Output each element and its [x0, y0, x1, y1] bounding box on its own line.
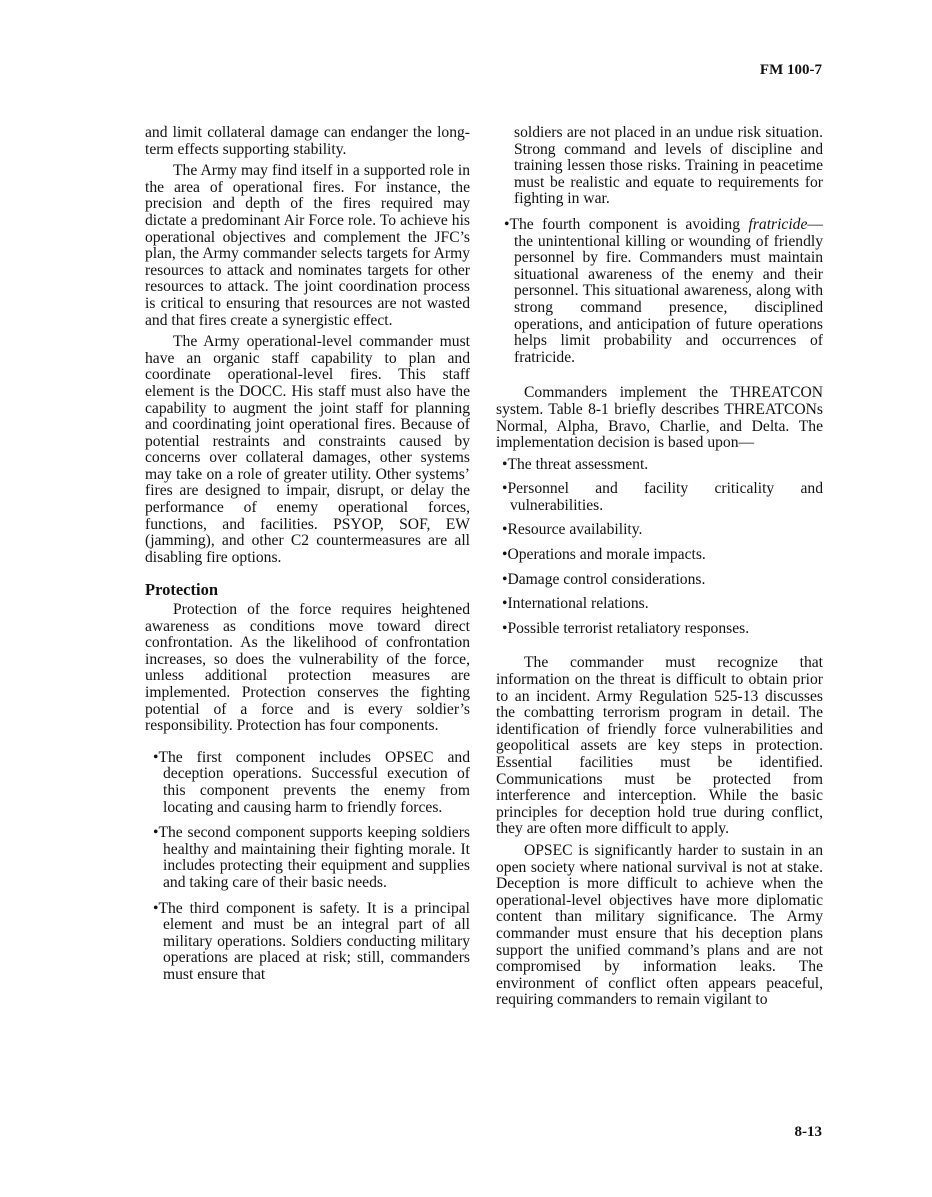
paragraph-opsec: OPSEC is significantly harder to sustain in an open society where national survival is not at stake. Deception is more difficult to achieve when the operational-level objectives have more diplomatic content than military significance. The Army commander must ensure that his deception plans support the unified command’s plans and are not compromised by information leaks. The environment of conflict often appears peaceful, requiring commanders to remain vigilant to	[496, 841, 823, 1009]
fourth-component-text: — the unintentional killing or wounding of friendly personnel by fire. Commanders must maintain situational awareness of the enemy and their personnel. This situational awareness, along with strong command presence, disciplined operations, and anticipation of future operations helps limit probability and occurrences of fratricide.	[514, 215, 823, 366]
paragraph-supported-role: The Army may find itself in a supported role in the area of operational fires. For instance, the precision and depth of the fires required may dictate a predominant Air Force role. To achieve his operational objectives and complement the JFC’s plan, the Army commander selects targets for Army resources to attack and nominates targets for other resources to attack. The joint coordination process is critical to ensuring that resources are not wasted and that fires create a synergistic effect.	[145, 162, 470, 329]
paragraph-collateral: and limit collateral damage can endanger the long-term effects supporting stability.	[145, 124, 470, 158]
bullet-third-component-continued: soldiers are not placed in an undue risk situation. Strong command and levels of discipline and training lessen those risks. Training in peacetime must be realistic and equate to requirements for fighting in war.	[514, 124, 823, 208]
list-item-retaliatory-responses: •Possible terrorist retaliatory responses.	[502, 619, 750, 637]
paragraph-threatcon: Commanders implement the THREATCON system. Table 8-1 briefly describes THREATCONs Normal, Alpha, Bravo, Charlie, and Delta. The implementation decision is based upon—	[496, 384, 823, 452]
list-item-threat-assessment: •The threat assessment.	[502, 455, 649, 473]
list-item-resource-availability: •Resource availability.	[502, 521, 643, 539]
list-item-international-relations: •International relations.	[502, 595, 649, 613]
section-heading-protection: Protection	[145, 580, 219, 600]
left-column	[145, 125, 470, 993]
list-item-morale-impacts: •Operations and morale impacts.	[502, 546, 706, 564]
paragraph-threat-information: The commander must recognize that information on the threat is difficult to obtain prior to an incident. Army Regulation 525-13 discusses the combatting terrorism program in detail. The identification of friendly force vulnerabilities and geopolitical assets are key steps in protection. Essential facilities must be identified. Communications must be protected from interference and interception. While the basic principles for deception hold true during conflict, they are often more difficult to apply.	[496, 654, 823, 838]
fourth-component-lead: •The fourth component is avoiding	[504, 215, 749, 233]
right-column	[496, 125, 823, 1014]
fratricide-term: fratricide	[748, 215, 808, 233]
list-item-criticality: •Personnel and facility criticality and vulnerabilities.	[502, 480, 823, 514]
paragraph-staff-capability: The Army operational-level commander must have an organic staff capability to plan and coordinate operational-level fires. This staff element is the DOCC. His staff must also have the capability to augment the joint staff for planning and coordinating joint operational fires. Because of potential restraints and constraints caused by concerns over collateral damages, other systems may take on a role of greater utility. Other systems’ fires are designed to impair, disrupt, or delay the performance of enemy operational forces, functions, and facilities. PSYOP, SOF, EW (jamming), and other C2 countermeasures are all disabling fire options.	[145, 333, 470, 566]
bullet-third-component: •The third component is safety. It is a principal element and must be an integral part of all military operations. Soldiers conducting military operations are placed at risk; still, commanders must ensure that	[153, 899, 470, 983]
paragraph-protection-intro: Protection of the force requires heightened awareness as conditions move toward direct confrontation. As the likelihood of confrontation increases, so does the vulnerability of the force, unless additional protection measures are implemented. Protection conserves the fighting potential of a force and is every soldier’s responsibility. Protection has four components.	[145, 601, 470, 735]
bullet-first-component: •The first component includes OPSEC and deception operations. Successful execution of this component prevents the enemy from locating and causing harm to friendly forces.	[153, 748, 470, 816]
page-header: FM 100-7	[759, 62, 822, 78]
list-item-damage-control: •Damage control considerations.	[502, 570, 706, 588]
page-number: 8-13	[794, 1124, 822, 1140]
bullet-fourth-component	[496, 217, 823, 366]
bullet-second-component: •The second component supports keeping soldiers healthy and maintaining their fighting morale. It includes protecting their equipment and supplies and taking care of their basic needs.	[153, 824, 470, 891]
